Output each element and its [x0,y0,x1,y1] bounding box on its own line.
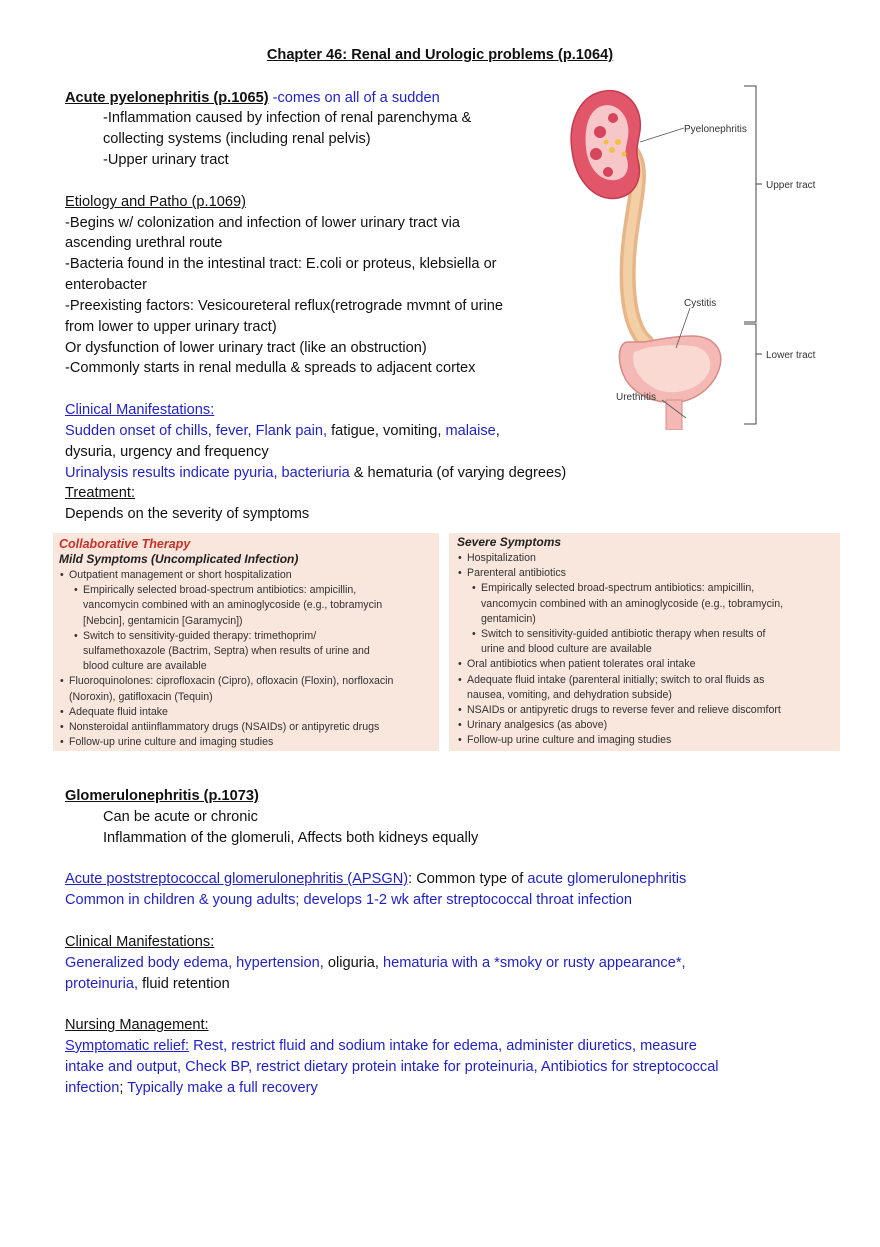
cm-text: & hematuria (of varying degrees) [349,465,567,481]
therapy-item [59,705,433,720]
cm-line [65,463,566,484]
etio-line: -Bacteria found in the intestinal tract: E.coli or proteus, klebsiella or [65,256,497,272]
therapy-item [457,581,832,627]
apsgn-text-blue: acute glomerulonephritis [527,871,687,887]
therapy-item-text: gentamicin) [481,612,536,625]
cm-text-blue: Generalized body edema, hypertension, [65,955,324,971]
apsgn-link[interactable]: Acute poststreptococcal glomerulonephritis (APSGN) [65,871,409,887]
therapy-item-text: nausea, vomiting, and dehydration subside) [467,688,672,701]
nursing-text: ; [119,1080,128,1096]
nursing-text-blue: infection [65,1080,120,1096]
label-upper-tract: Upper tract [766,180,816,191]
therapy-item-text: • Hospitalization [467,552,536,564]
mild-symptoms-title: Mild Symptoms (Uncomplicated Infection) [59,552,299,566]
severe-symptoms-list [457,551,832,749]
cm-text: oliguria, [323,955,384,971]
etio-heading: Etiology and Patho (p.1069) [65,194,246,210]
therapy-item-text: vancomycin combined with an aminoglycoside (e.g., tobramycin, [481,597,784,610]
cm-text: fluid retention [138,976,230,992]
therapy-item-text: • Switch to sensitivity-guided therapy: trimethoprim/ [83,629,317,642]
cm-text-blue: Urinalysis results indicate pyuria, bacteriuria [65,465,350,481]
label-pyelonephritis: Pyelonephritis [684,124,747,135]
therapy-item [457,627,832,657]
cm-text: , [495,423,500,439]
therapy-item [59,674,433,704]
therapy-box-title: Collaborative Therapy [59,537,191,551]
glomerulo-line: Inflammation of the glomeruli, Affects both kidneys equally [103,830,479,846]
therapy-item-text: • Follow-up urine culture and imaging studies [69,736,274,749]
mild-symptoms-list [59,568,433,750]
therapy-item-text: • Oral antibiotics when patient tolerates oral intake [467,658,696,671]
cm-text-blue: hematuria with a *smoky or rusty appearance*, [383,955,686,971]
page-title: Chapter 46: Renal and Urologic problems (p.1064) [266,47,614,63]
therapy-item-text: • NSAIDs or antipyretic drugs to reverse fever and relieve discomfort [467,704,781,717]
glomerulo-cm-line [65,953,686,974]
pyelo-def: collecting systems (including renal pelvis) [103,131,371,147]
pyelo-heading-line [65,88,440,109]
treatment-heading: Treatment: [65,485,136,501]
etio-line: -Begins w/ colonization and infection of lower urinary tract via [65,215,461,231]
therapy-item [457,703,832,718]
cm-line: dysuria, urgency and frequency [65,444,269,460]
glomerulo-cm-line [65,974,230,995]
label-urethritis: Urethritis [616,392,657,403]
apsgn-line: Common in children & young adults; develops 1-2 wk after streptococcal throat infection [65,892,633,908]
label-cystitis: Cystitis [684,298,717,309]
etio-line: from lower to upper urinary tract) [65,319,277,335]
cm-text-blue: Sudden onset of chills, fever, Flank pain, [65,423,328,439]
glomerulo-line: Can be acute or chronic [103,809,258,825]
therapy-item-text: • Empirically selected broad-spectrum antibiotics: ampicillin, [481,582,755,595]
therapy-item-text: • Adequate fluid intake [69,705,168,718]
therapy-item-text: • Switch to sensitivity-guided antibiotic therapy when results of [481,628,766,641]
nursing-line: intake and output, Check BP, restrict dietary protein intake for proteinuria, Antibiotics for streptococcal [65,1059,719,1075]
therapy-item-text: [Nebcin], gentamicin [Garamycin]) [83,614,243,627]
therapy-item [59,629,433,675]
severe-symptoms-title: Severe Symptoms [457,535,562,549]
therapy-item-text: • Parenteral antibiotics [467,567,566,580]
cm-text: fatigue, vomiting, [327,423,446,439]
apsgn-line [65,869,686,890]
therapy-item [457,733,832,748]
symptomatic-relief-link[interactable]: Symptomatic relief: [65,1038,190,1054]
therapy-item [457,566,832,581]
glomerulo-cm-heading: Clinical Manifestations: [65,934,215,950]
glomerulo-heading: Glomerulonephritis (p.1073) [65,788,259,804]
therapy-item-text: • Adequate fluid intake (parenteral initially; switch to oral fluids as [467,673,765,686]
pyelo-def: -Inflammation caused by infection of renal parenchyma & [103,110,472,126]
etio-line: enterobacter [65,277,147,293]
etio-line: Or dysfunction of lower urinary tract (like an obstruction) [65,340,427,356]
label-lower-tract: Lower tract [766,350,816,361]
pyelo-def: -Upper urinary tract [103,152,229,168]
cm-line [65,421,500,442]
etio-line: -Commonly starts in renal medulla & spreads to adjacent cortex [65,360,476,376]
nursing-heading: Nursing Management: [65,1017,209,1033]
therapy-item-text: (Noroxin), gatifloxacin (Tequin) [69,690,213,703]
urinary-tract-illustration [558,80,840,430]
therapy-item-text: vancomycin combined with an aminoglycoside (e.g., tobramycin [83,599,383,612]
cm-text-blue: malaise [445,423,496,439]
therapy-item [59,735,433,750]
therapy-item [59,568,433,583]
cm-heading: Clinical Manifestations: [65,402,215,418]
etio-line: -Preexisting factors: Vesicoureteral reflux(retrograde mvmnt of urine [65,298,503,314]
therapy-item-text: • Fluoroquinolones: ciprofloxacin (Cipro), ofloxacin (Floxin), norfloxacin [69,675,394,688]
therapy-item-text: • Urinary analgesics (as above) [467,719,608,732]
therapy-item [457,673,832,703]
treatment-line: Depends on the severity of symptoms [65,506,310,522]
apsgn-text: : Common type of [408,871,528,887]
therapy-item-text: • Follow-up urine culture and imaging studies [467,734,672,747]
therapy-item [457,551,832,566]
urinary-tract-diagram [558,80,840,430]
etio-line: ascending urethral route [65,235,223,251]
therapy-item [59,720,433,735]
therapy-item-text: urine and blood culture are available [481,643,652,656]
therapy-item [457,657,832,672]
therapy-item-text: • Outpatient management or short hospitalization [69,569,292,581]
pyelo-heading: Acute pyelonephritis (p.1065) [65,90,269,106]
nursing-line [65,1078,318,1099]
pyelo-onset: -comes on all of a sudden [268,90,440,106]
cm-text-blue: proteinuria, [65,976,139,992]
nursing-text-blue: Typically make a full recovery [127,1080,318,1096]
nursing-line [65,1036,697,1057]
therapy-item-text: blood culture are available [83,660,207,673]
therapy-item [59,583,433,629]
therapy-item-text: • Nonsteroidal antiinflammatory drugs (NSAIDs) or antipyretic drugs [69,721,380,734]
therapy-severe-panel [449,533,840,751]
therapy-mild-panel [53,533,439,751]
nursing-text: Rest, restrict fluid and sodium intake for edema, administer diuretics, measure [189,1038,697,1054]
therapy-item-text: sulfamethoxazole (Bactrim, Septra) when results of urine and [83,645,370,658]
therapy-item-text: • Empirically selected broad-spectrum antibiotics: ampicillin, [83,584,357,597]
therapy-item [457,718,832,733]
